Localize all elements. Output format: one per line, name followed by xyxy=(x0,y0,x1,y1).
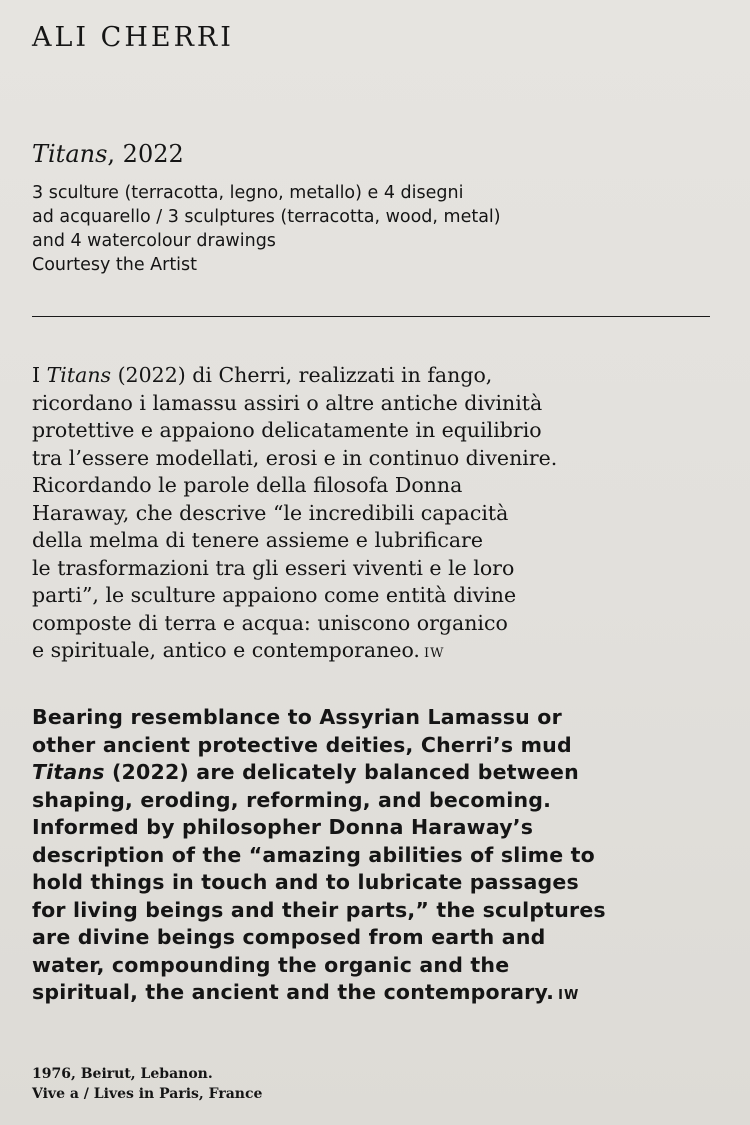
text-line: Bearing resemblance to Assyrian Lamassu or xyxy=(32,705,562,729)
residence-info: Vive a / Lives in Paris, France xyxy=(32,1086,263,1102)
text-line: tra l’essere modellati, erosi e in continuo divenire. xyxy=(32,445,558,470)
text-line: ricordano i lamassu assiri o altre antiche divinità xyxy=(32,390,543,415)
italian-description xyxy=(32,362,557,668)
artist-name: ALI CHERRI xyxy=(32,22,234,53)
text-line xyxy=(32,637,557,668)
artwork-year: , 2022 xyxy=(107,140,184,168)
author-initials: IW xyxy=(558,988,580,1003)
text-line: description of the “amazing abilities of slime to xyxy=(32,842,595,867)
medium-line: and 4 watercolour drawings xyxy=(32,231,276,251)
text-line: Informed by philosopher Donna Haraway’s xyxy=(32,815,534,839)
birth-info: 1976, Beirut, Lebanon. xyxy=(32,1066,213,1082)
text-fragment: spiritual, the ancient and the contemporary. xyxy=(32,980,555,1004)
text-fragment: (2022) di Cherri, realizzati in fango, xyxy=(111,363,493,387)
text-line: protettive e appaiono delicatamente in equilibrio xyxy=(32,418,542,442)
artwork-title-ref: Titans xyxy=(32,760,105,784)
artwork-medium xyxy=(32,181,501,277)
artist-bio xyxy=(32,1064,262,1104)
text-line: hold things in touch and to lubricate passages xyxy=(32,870,579,894)
text-line: Haraway, che descrive “le incredibili capacità xyxy=(32,500,509,525)
text-line: della melma di tenere assieme e lubrificare xyxy=(32,528,483,552)
artwork-title-name: Titans xyxy=(32,140,108,168)
text-line: other ancient protective deities, Cherri’s mud xyxy=(32,732,572,757)
author-initials: IW xyxy=(423,646,445,661)
english-description xyxy=(32,704,606,1010)
divider xyxy=(32,316,710,317)
text-line: le trasformazioni tra gli esseri viventi e le loro xyxy=(32,555,515,580)
text-line: water, compounding the organic and the xyxy=(32,952,510,977)
text-line: shaping, eroding, reforming, and becoming. xyxy=(32,787,552,812)
text-line: are divine beings composed from earth and xyxy=(32,925,546,949)
text-line xyxy=(32,979,606,1010)
text-line: for living beings and their parts,” the sculptures xyxy=(32,897,606,922)
text-line: Ricordando le parole della filosofa Donna xyxy=(32,473,463,497)
text-line: composte di terra e acqua: uniscono organico xyxy=(32,610,508,635)
text-fragment: I xyxy=(32,363,47,387)
text-line xyxy=(32,362,557,390)
artwork-title-ref: Titans xyxy=(46,363,112,387)
medium-line: ad acquarello / 3 sculptures (terracotta, wood, metal) xyxy=(32,207,501,227)
text-line xyxy=(32,759,606,787)
text-fragment: e spirituale, antico e contemporaneo. xyxy=(32,638,420,662)
medium-line: 3 sculture (terracotta, legno, metallo) e 4 disegni xyxy=(32,183,464,203)
text-fragment: (2022) are delicately balanced between xyxy=(104,760,579,784)
text-line: parti”, le sculture appaiono come entità divine xyxy=(32,583,517,607)
artwork-title xyxy=(32,140,184,168)
courtesy-line: Courtesy the Artist xyxy=(32,255,198,275)
